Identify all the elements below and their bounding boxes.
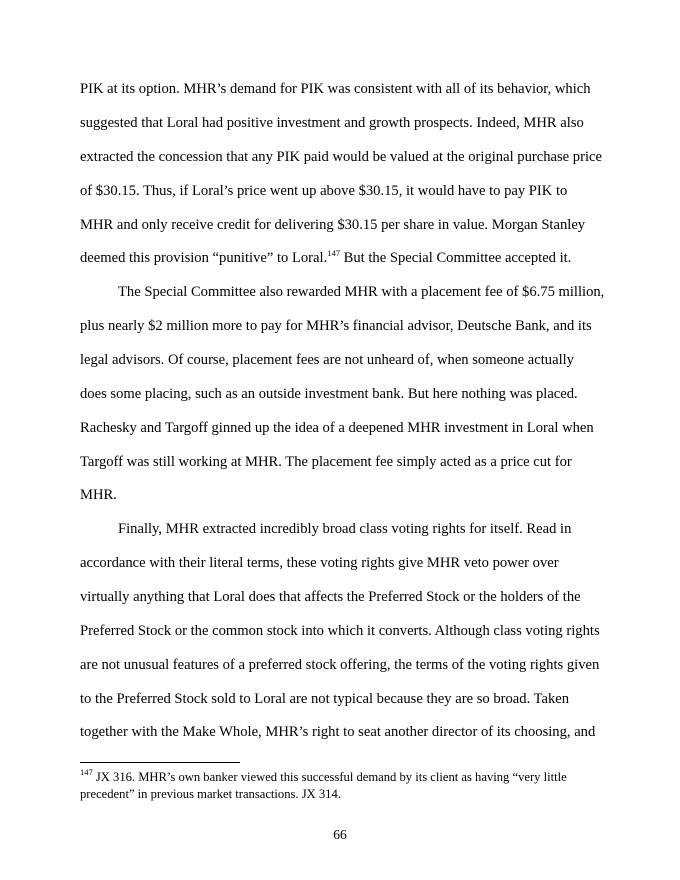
body-line-13: MHR. <box>80 487 117 503</box>
body-line-11: Rachesky and Targoff ginned up the idea of a deepened MHR investment in Loral when <box>80 420 594 436</box>
body-line-1: PIK at its option. MHR’s demand for PIK was consistent with all of its behavior, which <box>80 81 591 97</box>
footnote-text-line-1: JX 316. MHR’s own banker viewed this successful demand by its client as having “very little <box>92 770 567 784</box>
footnote-text-line-2: precedent” in previous market transactions. JX 314. <box>80 787 341 801</box>
body-line-15: accordance with their literal terms, these voting rights give MHR veto power over <box>80 555 559 571</box>
body-line-4: of $30.15. Thus, if Loral’s price went up above $30.15, it would have to pay PIK to <box>80 183 568 199</box>
page-number: 66 <box>333 827 347 842</box>
footnote-147 <box>80 769 567 786</box>
body-line-12: Targoff was still working at MHR. The placement fee simply acted as a price cut for <box>80 454 572 470</box>
body-line-8: plus nearly $2 million more to pay for MHR’s financial advisor, Deutsche Bank, and its <box>80 318 592 334</box>
body-line-18: are not unusual features of a preferred stock offering, the terms of the voting rights given <box>80 657 600 673</box>
body-line-20: together with the Make Whole, MHR’s right to seat another director of its choosing, and <box>80 724 596 740</box>
body-line-17: Preferred Stock or the common stock into which it converts. Although class voting rights <box>80 623 600 639</box>
body-line-9: legal advisors. Of course, placement fees are not unheard of, when someone actually <box>80 352 574 368</box>
body-line-6 <box>80 249 571 268</box>
body-line-7: The Special Committee also rewarded MHR with a placement fee of $6.75 million, <box>118 284 605 300</box>
footnote-separator <box>80 762 240 763</box>
footnote-reference-147[interactable]: 147 <box>327 248 340 258</box>
body-line-6-tail: But the Special Committee accepted it. <box>339 250 572 266</box>
body-line-3: extracted the concession that any PIK paid would be valued at the original purchase price <box>80 149 602 165</box>
body-line-19: to the Preferred Stock sold to Loral are not typical because they are so broad. Taken <box>80 691 570 707</box>
body-line-5: MHR and only receive credit for delivering $30.15 per share in value. Morgan Stanley <box>80 217 586 233</box>
body-line-16: virtually anything that Loral does that affects the Preferred Stock or the holders of the <box>80 589 581 605</box>
footnote-number: 147 <box>80 767 93 777</box>
body-line-10: does some placing, such as an outside investment bank. But here nothing was placed. <box>80 386 578 402</box>
body-line-14: Finally, MHR extracted incredibly broad class voting rights for itself. Read in <box>118 521 572 537</box>
body-line-6-text: deemed this provision “punitive” to Loral. <box>80 250 328 266</box>
body-line-2: suggested that Loral had positive investment and growth prospects. Indeed, MHR also <box>80 115 584 131</box>
